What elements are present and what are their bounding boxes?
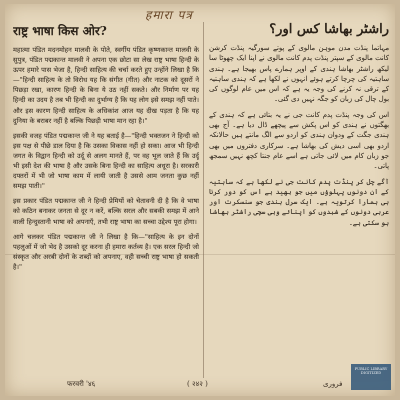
urdu-article-title: راشٹر بھاشا کس اور؟: [269, 22, 389, 37]
stamp-line: DIGITIZED: [360, 371, 382, 376]
page-footer: [5, 378, 395, 392]
hindi-paragraph: महात्मा पंडित मदनमोहन मालवी के पोते, स्वर्गीय पंडित कृष्णकान्त मालवी के सुपुत्र, पंडित पद्मकान्त मालवी ने अपना एक छोटा सा लेख राष्ट्र भाषा हिन्दी के ऊपर हमारे पास भेजा है, हिन्दी साहित्य की चर्चा करते हुए उन्होंने लिखा है कि—"हिन्दी साहित्य के तो विरोध यह कि संगीत (गीत) और नाटक को दूसरों ने पिछड़ा रखा, कारण हिन्दी के बिना ये उठ नहीं सकते। और निर्माण पर यह हिन्दी का उदय है तब भी हिन्दी का दुर्भाग्य है कि यह लोग इसे समझ नहीं पाते। और इस कारण हिन्दी साहित्य के अधिकांश आज यह दीख पड़ता है कि यह दुनिया के बराबर नहीं है बल्कि पिछड़ी भाषा मान रहा है।": [13, 46, 199, 125]
urdu-column: [209, 18, 389, 378]
hindi-paragraph: इस प्रकार पंडित पद्मकान्त जी ने हिन्दी प्रेमियों को चेतावनी दी है कि वे भाषा को कठिन बनाकर जनता से दूर न करें, बल्कि सरल और सबकी समझ में आने वाली हिन्दुस्तानी भाषा को अपनाएँ, तभी राष्ट्र भाषा का सच्चा उद्देश्य पूरा होगा।: [13, 197, 199, 226]
handwritten-note: हमारा पत्र: [145, 8, 193, 22]
footer-date-urdu: فروری: [323, 380, 343, 388]
library-stamp: [351, 364, 391, 390]
hindi-paragraph: आगे चलकर पंडित पद्मकान्त जी ने लिखा है कि—"साहित्य के इन दोनों पहलुओं में जो भेद है उसको दूर करना ही हमारा कर्तव्य है। एक सरल हिन्दी जो संस्कृत और अरबी दोनों के शब्दों को अपनाए, वही सच्ची राष्ट्र भाषा हो सकती है।": [13, 232, 199, 271]
urdu-paragraph: آگے چل کر پنڈت پدم کانت جی نے لکھا ہے کہ ساہتیہ کے ان دونوں پہلوؤں میں جو بھید ہے اس کو دور کرنا ہی ہمارا کرتویہ ہے۔ ایک سرل ہندی جو سنسکرت اور عربی دونوں کے شبدوں کو اپنائے وہی سچی راشٹر بھاشا ہو سکتی ہے۔: [209, 177, 389, 227]
stamp-line: PUBLIC LIBRARY: [354, 367, 388, 371]
column-divider: [203, 22, 204, 378]
hindi-column: [13, 18, 199, 378]
page-number: ( २४२ ): [187, 380, 208, 388]
urdu-paragraph: اس کی وجہ پنڈت پدم کانت جی نے یہ بتائی ہے کہ ہندی کے بھگتوں نے ہندی کو اس پکش سے پیچھے ڈال دیا ہے۔ آج بھی ہندی جگت کے ودوان ہندی کو اردو سے الگ مانتے ہیں حالانکہ اردو بھی اسی دیش کی بھاشا ہے۔ سرکاری دفتروں میں بھی جو زبان کام میں لائی جاتی ہے اسے عام جنتا کچھ نہیں سمجھ پاتی۔: [209, 110, 389, 171]
urdu-paragraph: مہاتما پنڈت مدن موہن مالوی کے پوتے سورگیہ پنڈت کرشن کانت مالوی کے سپتر پنڈت پدم کانت مالوی نے اپنا ایک چھوٹا سا لیکھ راشٹر بھاشا ہندی کے اوپر ہمارے پاس بھیجا ہے۔ ہندی ساہتیہ کی چرچا کرتے ہوئے انہوں نے لکھا ہے کہ ہندی ساہتیہ کے ترقی نہ کرنے کی وجہ یہ ہے کہ اس میں عام لوگوں کی بول چال کی زبان کو جگہ نہیں دی گئی۔: [209, 44, 389, 104]
hindi-paragraph: इसकी वजह पंडित पद्मकान्त जी ने यह बताई है—"हिन्दी भक्तजन ने हिन्दी को इस पक्ष से पीछे डाल दिया है कि उसका विकास नहीं हो सका। आज भी हिन्दी जगत के विद्वान हिन्दी को उर्दू से अलग मानते हैं, पर वह भूल जाते हैं कि उर्दू भी इसी देश की भाषा है और उसके बिना हिन्दी का साहित्य अधूरा है। सरकारी दफ्तरों में भी जो भाषा काम में लायी जाती है उससे आम जनता कुछ नहीं समझ पाती।": [13, 131, 199, 191]
scanned-page: [5, 4, 395, 396]
footer-date-hindi: फरवरी '४६: [67, 380, 96, 388]
hindi-article-title: राष्ट्र भाषा किस ओर?: [13, 24, 107, 38]
